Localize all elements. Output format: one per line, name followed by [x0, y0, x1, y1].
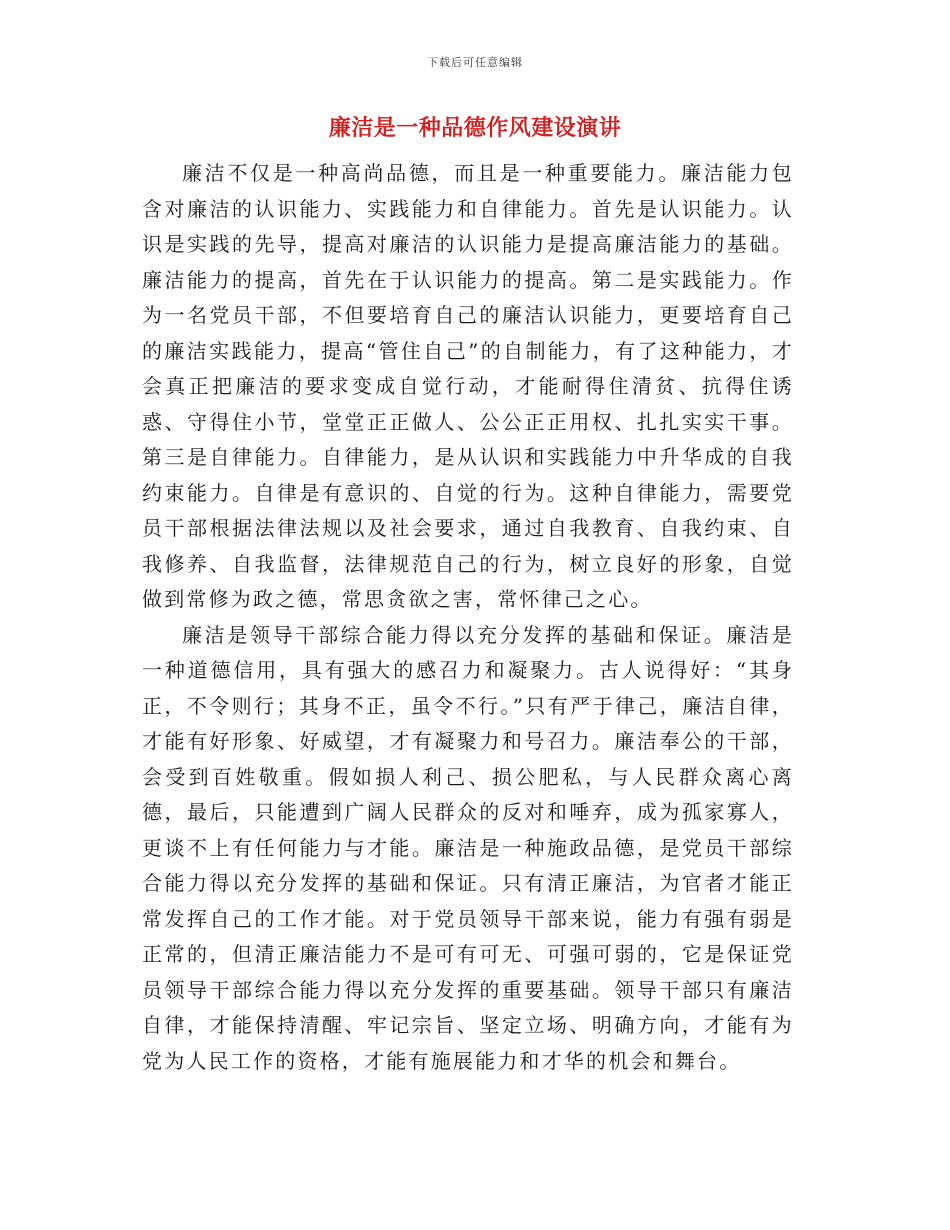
document-title: 廉洁是一种品德作风建设演讲 — [328, 116, 622, 141]
paragraph-2: 廉洁是领导干部综合能力得以充分发挥的基础和保证。廉洁是一种道德信用，具有强大的感召力和凝聚力。古人说得好：“其身正，不令则行；其身不正，虽令不行。”只有严于律己，廉洁自律，才能有好形象、好威望，才有凝聚力和号召力。廉洁奉公的干部，会受到百姓敬重。假如损人利己、损公肥私，与人民群众离心离德，最后，只能遭到广阔人民群众的反对和唾弃，成为孤家寡人，更谈不上有任何能力与才能。廉洁是一种施政品德，是党员干部综合能力得以充分发挥的基础和保证。只有清正廉洁，为官者才能正常发挥自己的工作才能。对于党员领导干部来说，能力有强有弱是正常的，但清正廉洁能力不是可有可无、可强可弱的，它是保证党员领导干部综合能力得以充分发挥的重要基础。领导干部只有廉洁自律，才能保持清醒、牢记宗旨、坚定立场、明确方向，才能有为党为人民工作的资格，才能有施展能力和才华的机会和舞台。 — [142, 622, 794, 1073]
page-header-note: 下载后可任意编辑 — [427, 56, 523, 69]
document-body — [142, 156, 794, 1079]
paragraph-1: 廉洁不仅是一种高尚品德，而且是一种重要能力。廉洁能力包含对廉洁的认识能力、实践能力和自律能力。首先是认识能力。认识是实践的先导，提高对廉洁的认识能力是提高廉洁能力的基础。廉洁能力的提高，首先在于认识能力的提高。第二是实践能力。作为一名党员干部，不但要培育自己的廉洁认识能力，更要培育自己的廉洁实践能力，提高“管住自己”的自制能力，有了这种能力，才会真正把廉洁的要求变成自觉行动，才能耐得住清贫、抗得住诱惑、守得住小节，堂堂正正做人、公公正正用权、扎扎实实干事。第三是自律能力。自律能力，是从认识和实践能力中升华成的自我约束能力。自律是有意识的、自觉的行为。这种自律能力，需要党员干部根据法律法规以及社会要求，通过自我教育、自我约束、自我修养、自我监督，法律规范自己的行为，树立良好的形象，自觉做到常修为政之德，常思贪欲之害，常怀律己之心。 — [142, 161, 794, 611]
